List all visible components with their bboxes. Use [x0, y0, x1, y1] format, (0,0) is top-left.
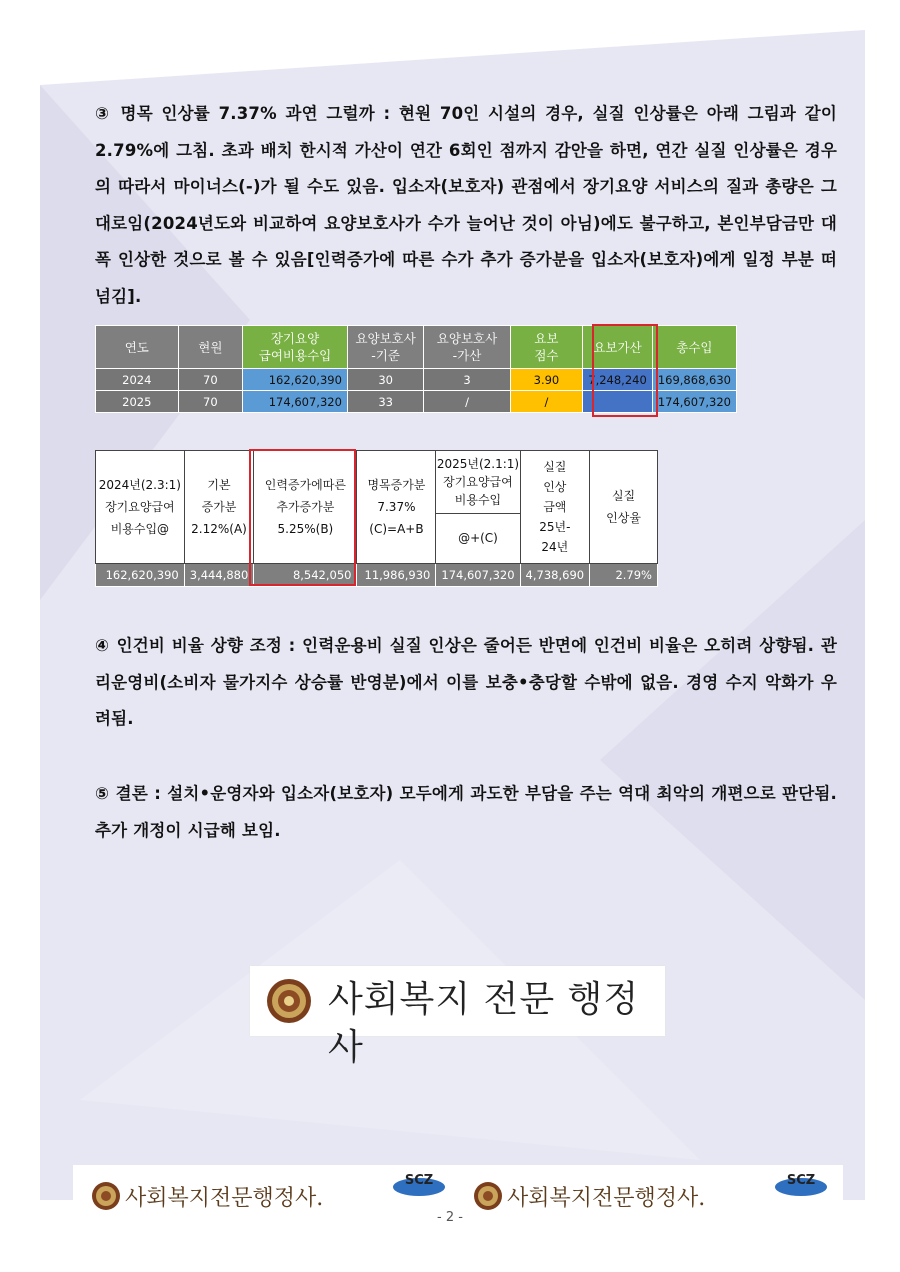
- footer-brand-text: 사회복지전문행정사.: [507, 1186, 706, 1211]
- t1-cell: 70: [178, 391, 243, 413]
- t1-header-benefit: 장기요양 급여비용수입: [243, 326, 348, 369]
- real-increase-table: [95, 450, 658, 587]
- t2-cell: 3,444,880: [184, 564, 254, 587]
- scz-logo-icon: [773, 1169, 829, 1199]
- t2-header-2024-income: 2024년(2.3:1) 장기요양급여 비용수입@: [96, 451, 185, 564]
- t1-cell: 33: [347, 391, 423, 413]
- t2-header-nominal-increase: 명목증가분 7.37% (C)=A+B: [357, 451, 436, 564]
- t2-header-2025-income: 2025년(2.1:1) 장기요양급여 비용수입: [436, 451, 520, 514]
- seal-emblem-icon: [473, 1181, 503, 1211]
- paragraph-4: ④ 인건비 비율 상향 조정 : 인력운용비 실질 인상은 줄어든 반면에 인건비 비율은 오히려 상향됨. 관리운영비(소비자 물가지수 상승률 반영분)에서 이를 보충•충당할 수밖에 없음. 경영 수지 악화가 우려됨.: [95, 636, 837, 728]
- svg-text:SCZ: SCZ: [404, 1173, 434, 1188]
- paragraph-3: ③ 명목 인상률 7.37% 과연 그럴까 : 현원 70인 시설의 경우, 실질 인상률은 아래 그림과 같이 2.79%에 그침. 초과 배치 한시적 가산이 연간 6회인 점까지 감안을 하면, 연간 실질 인상률은 경우의 따라서 마이너스(-)가 될 수도 있음. 입소자(보호자) 관점에서 장기요양 서비스의 질과 총량은 그대로임(2024년도와 비교하여 요양보호사가 수가 늘어난 것이 아님)에도 불구하고, 본인부담금만 대폭 인상한 것으로 볼 수 있음[인력증가에 따른 수가 추가 증가분을 입소자(보호자)에게 일정 부분 떠넘김].: [95, 104, 837, 306]
- t1-cell: 7,248,240: [583, 369, 653, 391]
- t2-header-staff-increase: 인력증가에따른 추가증가분 5.25%(B): [254, 451, 357, 564]
- t1-header-total: 총수입: [652, 326, 736, 369]
- t2-header-base-increase: 기본 증가분 2.12%(A): [184, 451, 254, 564]
- t1-cell: 3: [424, 369, 510, 391]
- t1-cell: [583, 391, 653, 413]
- t1-header-caregiver-base: 요양보호사 -기준: [347, 326, 423, 369]
- scz-logo-icon: [391, 1169, 447, 1199]
- revenue-table: [95, 325, 737, 413]
- t2-header-real-rate: 실질 인상율: [590, 451, 658, 564]
- t1-cell: 162,620,390: [243, 369, 348, 391]
- t2-cell: 174,607,320: [436, 564, 520, 587]
- t1-cell: 2025: [96, 391, 179, 413]
- svg-text:SCZ: SCZ: [786, 1173, 816, 1188]
- table-row: [96, 391, 737, 413]
- t1-cell: 174,607,320: [243, 391, 348, 413]
- t1-cell: 30: [347, 369, 423, 391]
- paragraph-5: ⑤ 결론 : 설치•운영자와 입소자(보호자) 모두에게 과도한 부담을 주는 역대 최악의 개편으로 판단됨. 추가 개정이 시급해 보임.: [95, 784, 837, 840]
- t2-header-2025-formula: @+(C): [436, 513, 520, 563]
- table-row: [96, 369, 737, 391]
- t1-cell: 2024: [96, 369, 179, 391]
- t1-cell: 70: [178, 369, 243, 391]
- t1-header-extra-pay: 요보가산: [583, 326, 653, 369]
- t1-header-year: 연도: [96, 326, 179, 369]
- t2-cell: 4,738,690: [520, 564, 590, 587]
- table-row: [96, 564, 658, 587]
- t2-cell: 8,542,050: [254, 564, 357, 587]
- t1-cell: 169,868,630: [652, 369, 736, 391]
- office-logo: [250, 966, 665, 1068]
- footer-brand-text: 사회복지전문행정사.: [125, 1186, 324, 1211]
- seal-emblem-icon: [266, 978, 312, 1024]
- t1-cell: /: [424, 391, 510, 413]
- t1-header-headcount: 현원: [178, 326, 243, 369]
- t1-cell: 3.90: [510, 369, 583, 391]
- t1-header-caregiver-extra: 요양보호사 -가산: [424, 326, 510, 369]
- t2-cell: 2.79%: [590, 564, 658, 587]
- page-number: - 2 -: [437, 1210, 463, 1225]
- seal-emblem-icon: [91, 1181, 121, 1211]
- t2-header-real-amount: 실질 인상 금액 25년- 24년: [520, 451, 590, 564]
- t1-cell: 174,607,320: [652, 391, 736, 413]
- t2-cell: 162,620,390: [96, 564, 185, 587]
- t1-header-points: 요보 점수: [510, 326, 583, 369]
- t2-cell: 11,986,930: [357, 564, 436, 587]
- t1-cell: /: [510, 391, 583, 413]
- logo-text: 사회복지 전문 행정사: [328, 979, 640, 1068]
